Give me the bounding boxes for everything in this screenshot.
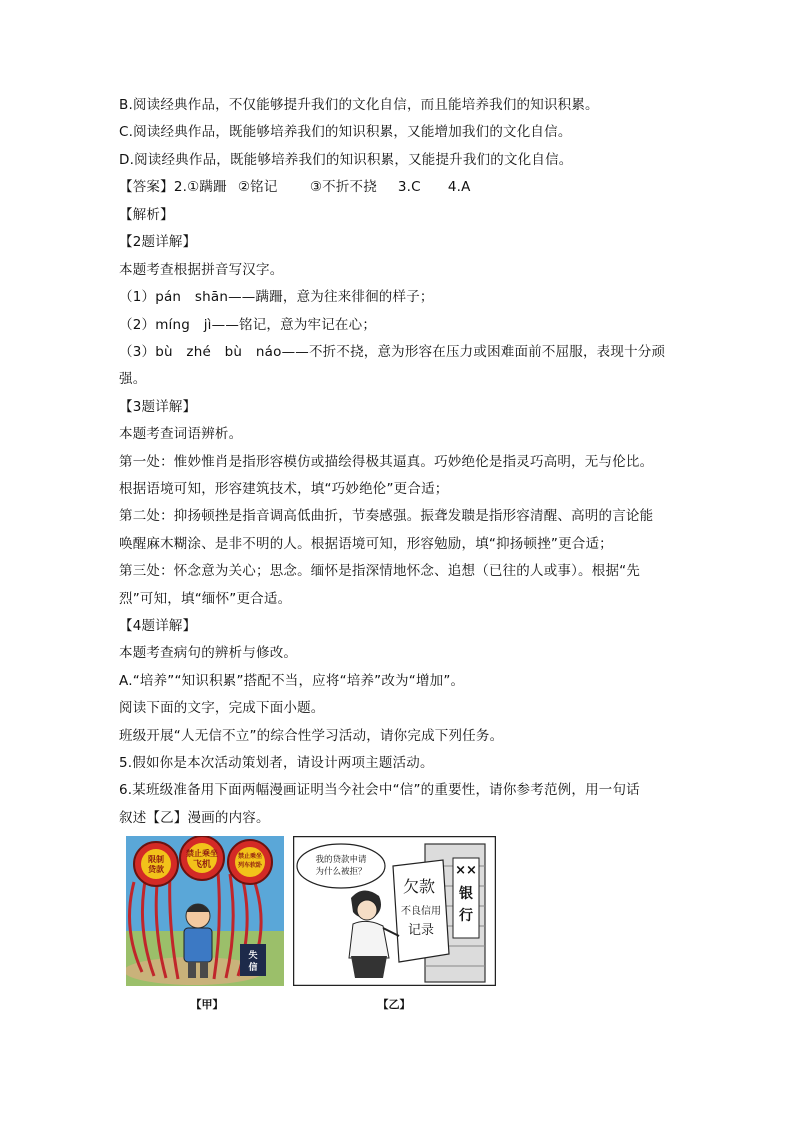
paper-big-text: 欠款 — [402, 877, 436, 896]
q3-point-2: 第二处：抑扬顿挫是指音调高低曲折，节奏感强。振聋发聩是指形容清醒、高明的言论能 — [119, 508, 654, 524]
option-b: B.阅读经典作品，不仅能够提升我们的文化自信，而且能培养我们的知识积累。 — [119, 97, 599, 113]
question-6-cont: 叙述【乙】漫画的内容。 — [119, 810, 270, 826]
q4-answer: A.“培养”“知识积累”搭配不当，应将“培养”改为“增加”。 — [119, 673, 465, 689]
q3-intro: 本题考查词语辨析。 — [119, 426, 243, 442]
bank-sign-3: 行 — [459, 908, 473, 924]
q3-point-3-cont: 烈”可知，填“缅怀”更合适。 — [119, 591, 292, 607]
answer-q2-3: ③不折不挠 — [309, 179, 377, 195]
q2-item-2: （2）míng jì——铭记，意为牢记在心； — [119, 317, 377, 333]
comic-jia — [126, 836, 284, 986]
tag-line-1: 失 — [248, 951, 258, 961]
speech-bubble — [297, 844, 385, 888]
answer-q3: 3.C — [397, 179, 421, 195]
balloon-1-line-1: 限制 — [148, 855, 164, 864]
balloon-3-line-2: 列车软卧 — [237, 862, 263, 869]
comic-yi-caption: 【乙】 — [377, 998, 411, 1011]
answer-label: 【答案】 — [119, 179, 174, 195]
answer-q2-1: 2.①蹒跚 — [173, 179, 227, 195]
balloon-2-line-2: 飞机 — [192, 860, 212, 870]
bubble-line-1: 我的贷款申请 — [315, 855, 367, 865]
bank-sign-1: ×× — [455, 863, 477, 878]
reading-instruction: 阅读下面的文字，完成下面小题。 — [119, 700, 325, 716]
q3-point-1: 第一处：惟妙惟肖是指形容模仿或描绘得极其逼真。巧妙绝伦是指灵巧高明，无与伦比。 — [119, 454, 654, 470]
q4-intro: 本题考查病句的辨析与修改。 — [119, 645, 298, 661]
q2-item-3: （3）bù zhé bù náo——不折不挠，意为形容在压力或困难面前不屈服，表现十分顽 — [119, 344, 666, 360]
comic-yi — [293, 836, 496, 986]
option-d: D.阅读经典作品，既能够培养我们的知识积累，又能提升我们的文化自信。 — [119, 152, 573, 168]
q3-point-1-cont: 根据语境可知，形容建筑技术，填“巧妙绝伦”更合适； — [119, 481, 449, 497]
paper-small-1: 不良信用 — [401, 906, 441, 917]
paper-small-2: 记录 — [407, 923, 435, 938]
comic-jia-caption: 【甲】 — [190, 998, 224, 1011]
analysis-heading: 【解析】 — [119, 207, 174, 223]
q2-item-1: （1）pán shān——蹒跚，意为往来徘徊的样子； — [119, 289, 434, 305]
question-6: 6.某班级准备用下面两幅漫画证明当今社会中“信”的重要性，请你参考范例，用一句话 — [119, 782, 640, 798]
answer-line — [119, 178, 471, 196]
bubble-line-2: 为什么被拒？ — [315, 867, 367, 877]
q3-heading: 【3题详解】 — [119, 399, 197, 415]
answer-q4: 4.A — [447, 179, 471, 195]
q3-point-3: 第三处：怀念意为关心；思念。缅怀是指深情地怀念、追想（已往的人或事）。根据“先 — [119, 563, 641, 579]
q3-point-2-cont: 唤醒麻木糊涂、是非不明的人。根据语境可知，形容勉励，填“抑扬顿挫”更合适； — [119, 536, 613, 552]
tag-line-2: 信 — [248, 963, 258, 973]
q2-heading: 【2题详解】 — [119, 234, 197, 250]
option-c: C.阅读经典作品，既能够培养我们的知识积累，又能增加我们的文化自信。 — [119, 124, 572, 140]
balloon-1-line-2: 贷款 — [148, 865, 164, 874]
activity-intro: 班级开展“人无信不立”的综合性学习活动，请你完成下列任务。 — [119, 728, 504, 744]
bank-sign-2: 银 — [459, 886, 473, 902]
answer-q2-2: ②铭记 — [237, 179, 278, 195]
q2-item-3-cont: 强。 — [119, 371, 147, 387]
q2-intro: 本题考查根据拼音写汉字。 — [119, 262, 284, 278]
question-5: 5.假如你是本次活动策划者，请设计两项主题活动。 — [119, 755, 434, 771]
balloon-3-line-1: 禁止乘坐 — [237, 853, 263, 860]
q4-heading: 【4题详解】 — [119, 618, 197, 634]
balloon-2-line-1: 禁止乘坐 — [186, 849, 218, 858]
